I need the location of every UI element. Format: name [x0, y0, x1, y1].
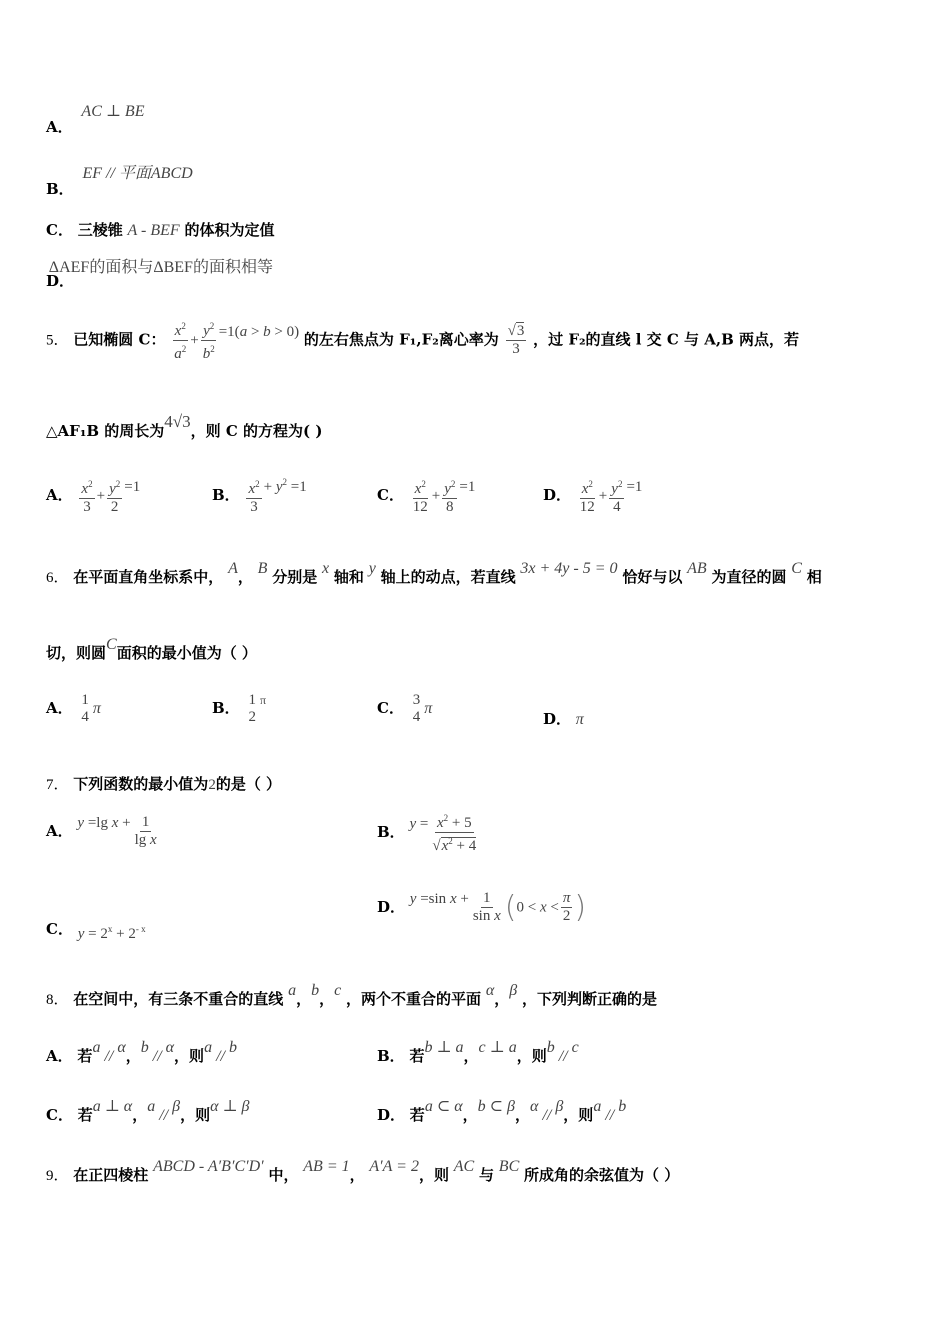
q8-option-b: B． 若b ⊥ a，c ⊥ a，则b // c: [377, 1039, 579, 1065]
point-b: B: [257, 560, 268, 577]
question-text: 所成角的余弦值为（ ）: [524, 1166, 680, 1184]
q8-option-a: A． 若a // α，b // α，则a // b: [46, 1039, 237, 1065]
question-text: ，则: [418, 1166, 449, 1184]
segment-ac: AC: [453, 1158, 475, 1175]
question-text: 分别是: [272, 568, 318, 586]
question-text: 在正四棱柱: [73, 1166, 149, 1184]
question-9: [46, 1158, 680, 1185]
option-label: C．: [46, 920, 73, 938]
option-text: 若: [409, 1106, 425, 1124]
q7-option-d: D． y =sin x + $\frac{1}{\text{sin x}}$ (0 < x < $\frac{\pi}{2}$ ): [377, 890, 587, 925]
question-number: 8．: [46, 992, 69, 1008]
q4-option-c: [46, 219, 274, 240]
question-text: 恰好与以: [622, 568, 683, 586]
q8-option-d: D． 若a ⊂ α，b ⊂ β，α // β，则a // b: [377, 1098, 627, 1124]
question-6-cont: [46, 636, 257, 663]
question-7: [46, 773, 281, 794]
question-text: ，下列判断正确的是: [521, 990, 657, 1008]
segment-ab: AB: [687, 560, 707, 577]
option-math: EF // 平面ABCD: [82, 165, 193, 182]
option-math: ΔAEF的面积与ΔBEF的面积相等: [48, 259, 273, 276]
question-text: 轴上的动点，若直线: [380, 568, 516, 586]
question-text: 面积的最小值为（ ）: [116, 644, 257, 662]
option-label: B．: [377, 822, 405, 841]
question-text: 在平面直角坐标系中，: [73, 568, 224, 586]
q6-option-c: C． 3 4 π: [377, 692, 433, 725]
q5-option-c: C． $\frac{x^2}{12}$ + $\frac{y^2}{8}$ =1: [377, 476, 475, 516]
question-number: 6．: [46, 570, 69, 586]
question-text: 已知椭圆 C：: [73, 330, 166, 349]
min-value: 2: [208, 777, 216, 793]
question-text: ，: [349, 1166, 365, 1184]
q6-option-a: A． 1 4 π: [46, 692, 101, 725]
option-label: D．: [46, 272, 75, 290]
q7-option-b: B． y = $\frac{x^2 + 5}{√x^2 + 4}$: [377, 810, 480, 855]
circle-c: C: [791, 560, 802, 577]
option-label: A．: [46, 699, 73, 717]
question-text: ，则 C 的方程为( ): [190, 422, 323, 440]
question-text: 为直径的圆: [711, 568, 787, 586]
question-text: 轴和: [333, 568, 364, 586]
y-axis-var: y: [368, 560, 376, 577]
question-text: 中，: [268, 1166, 299, 1184]
option-label: C．: [377, 486, 404, 504]
q4-option-b: [46, 160, 193, 198]
line-equation: 3x + 4y - 5 = 0: [520, 560, 618, 577]
option-label: D．: [543, 486, 572, 504]
question-number: 9．: [46, 1168, 69, 1184]
option-label: A．: [46, 118, 73, 136]
option-label: C．: [46, 221, 73, 239]
option-text: 若: [77, 1047, 93, 1065]
question-number: 5．: [46, 332, 69, 349]
option-label: A．: [46, 1047, 73, 1065]
question-5-cont: [46, 412, 323, 441]
q5-option-a: A． $\frac{x^2}{3}$ + $\frac{y^2}{2}$ =1: [46, 476, 140, 516]
ellipse-term-y: $\frac{y^2}{b^2}$: [201, 318, 217, 363]
option-text: ，则: [180, 1106, 211, 1124]
option-label: D．: [543, 710, 572, 728]
option-text: 若: [409, 1047, 425, 1065]
q5-option-d: D． $\frac{x^2}{12}$ + $\frac{y^2}{4}$ =1: [543, 476, 642, 516]
question-text: ，过 F₂的直线 l 交 C 与 A,B 两点，若: [533, 330, 800, 349]
question-text: 在空间中，有三条不重合的直线: [73, 990, 284, 1008]
option-text: 三棱锥: [77, 221, 123, 239]
eccentricity: $\frac{√3}{3}$: [507, 323, 525, 357]
question-text: 的左右焦点为 F₁,F₂离心率为: [303, 330, 499, 349]
option-label: B．: [212, 699, 240, 717]
option-label: D．: [377, 897, 406, 916]
option-label: B．: [212, 486, 240, 504]
x-axis-var: x: [322, 560, 330, 577]
q5-option-b: B． $\frac{x^2}{3}$ + $y^2 =1$: [212, 477, 307, 515]
option-text: ，则: [516, 1047, 547, 1065]
question-text: △AF₁B 的周长为: [46, 422, 165, 440]
question-8: 8． 在空间中，有三条不重合的直线 a，b，c ，两个不重合的平面 α，β ，下列判断正确的是: [46, 982, 657, 1008]
q7-option-c: C． $y = 2^x + 2^{- x}$: [46, 920, 146, 942]
question-text: 切，则圆: [46, 644, 107, 662]
q4-option-d: [46, 254, 303, 290]
question-number: 7．: [46, 777, 69, 793]
segment-bc: BC: [498, 1158, 520, 1175]
option-label: C．: [377, 699, 404, 717]
question-text: ，两个不重合的平面: [346, 990, 482, 1008]
q7-option-a: A． y =lg x + $\frac{1}{\text{lg x}}$: [46, 814, 157, 848]
option-label: D．: [377, 1106, 406, 1124]
option-label: A．: [46, 821, 73, 840]
ellipse-term-x: $\frac{x^2}{a^2}$: [172, 318, 188, 363]
q8-option-c: C． 若a ⊥ α，a // β，则α ⊥ β: [46, 1098, 250, 1124]
question-text: 的是（ ）: [215, 775, 282, 793]
option-text: ，则: [563, 1106, 594, 1124]
option-label: B．: [377, 1047, 405, 1065]
question-6: [46, 560, 822, 587]
q6-option-b: B． 1 2 $^\pi$: [212, 692, 267, 725]
option-text: 的体积为定值: [184, 221, 275, 239]
ab-length: AB = 1: [303, 1158, 350, 1175]
circle-c: C: [106, 636, 117, 653]
prism-name: ABCD - A′B′C′D′: [153, 1158, 264, 1175]
q6-option-d: D． π: [543, 710, 584, 728]
question-text: ，: [237, 568, 253, 586]
question-text: 与: [479, 1166, 495, 1184]
option-text: 若: [77, 1106, 93, 1124]
option-math: AC ⊥ BE: [81, 103, 145, 120]
perimeter-value: 4√3: [164, 412, 191, 431]
aa-length: A′A = 2: [369, 1158, 419, 1175]
q4-option-a: [46, 100, 145, 136]
question-text: 下列函数的最小值为: [73, 775, 209, 793]
option-label: C．: [46, 1106, 73, 1124]
option-label: B．: [46, 180, 74, 198]
option-text: ，则: [174, 1047, 205, 1065]
point-a: A: [228, 560, 238, 577]
question-5: 5． 已知椭圆 C： $\frac{x^2}{a^2}$ + $\frac{y^2}{b^2}$ =1(a > b > 0) 的左右焦点为 F₁,F₂离心率为 $\frac{√3}{3}$ ，过 F₂的直线 l 交 C 与 A,B 两点，若: [46, 318, 799, 363]
option-label: A．: [46, 486, 73, 504]
option-math: A - BEF: [127, 222, 180, 239]
question-text: 相: [806, 568, 822, 586]
